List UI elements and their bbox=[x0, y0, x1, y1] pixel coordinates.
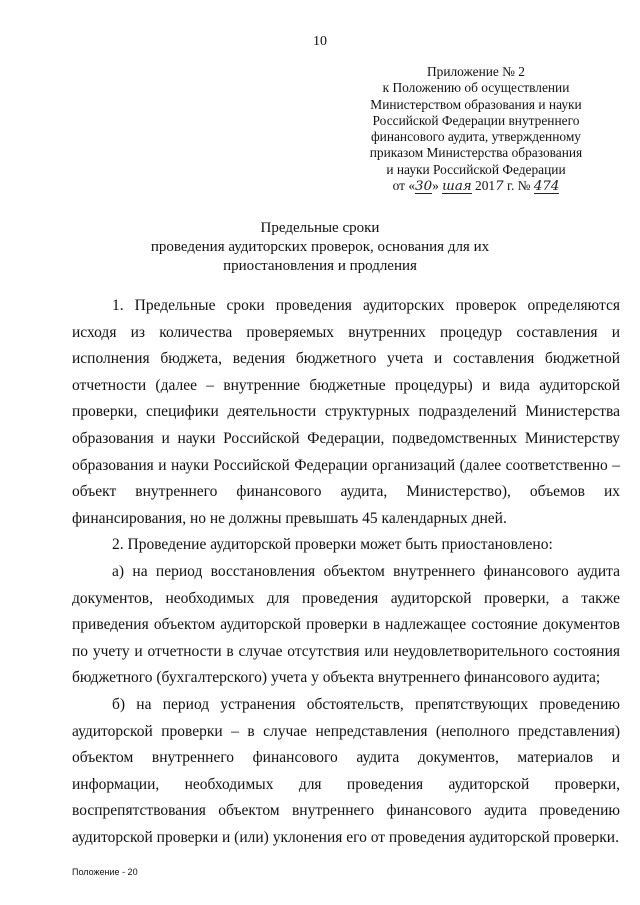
paragraph-1: 1. Предельные сроки проведения аудиторских проверок определяются исходя из количества проверяемых внутренних процедур составления и исполнения бюджета, ведения бюджетного учета и составления бюджетной отчетности (далее – внутренние бюджетные процедуры) и вида аудиторской проверки, специфики деятельности структурных подразделений Министерства образования и науки Российской Федерации, подведомственных Министерству образования и науки Российской Федерации организаций (далее соответственно – объект внутреннего финансового аудита, Министерство), объемов их финансирования, но не должны превышать 45 календарных дней. bbox=[72, 297, 620, 527]
handwritten-month: шая bbox=[442, 179, 472, 195]
appendix-line: финансового аудита, утвержденному bbox=[370, 129, 581, 145]
appendix-title: Приложение № 2 bbox=[426, 64, 526, 79]
order-date-line: от «30» шая 2017 г. № 474 bbox=[392, 178, 560, 195]
page-number: 10 bbox=[313, 34, 327, 49]
title-line: Предельные сроки bbox=[260, 220, 380, 236]
paragraph-2a: а) на период восстановления объектом внутреннего финансового аудита документов, необходимых для проведения аудиторской проверки, а также приведения объектом аудиторской проверки в надлежащее состояние документов по учету и отчетности в случае отсутствия или неудовлетворительного состояния бюджетного (бухгалтерского) учета у объекта внутреннего финансового аудита; bbox=[72, 562, 620, 687]
document-title bbox=[0, 219, 640, 276]
title-line: приостановления и продления bbox=[223, 258, 417, 274]
handwritten-year-digit: 7 bbox=[495, 179, 504, 195]
handwritten-day: 30 bbox=[415, 179, 433, 195]
paragraph-2b: б) на период устранения обстоятельств, препятствующих проведению аудиторской проверки – в случае непредставления (неполного представления) объектом внутреннего финансового аудита документов, материалов и информации, необходимых для проведения аудиторской проверки, воспрепятствования объектом внутреннего финансового аудита проведению аудиторской проверки и (или) уклонения его от проведения аудиторской проверки. bbox=[72, 695, 620, 846]
document-body bbox=[72, 293, 620, 851]
footer-note: Положение - 20 bbox=[72, 867, 138, 877]
title-line: проведения аудиторских проверок, основания для их bbox=[150, 239, 490, 255]
appendix-line: и науки Российской Федерации bbox=[386, 161, 566, 177]
appendix-line: к Положению об осуществлении bbox=[382, 80, 570, 96]
handwritten-order-number: 474 bbox=[533, 179, 560, 195]
appendix-line: Министерством образования и науки bbox=[370, 96, 582, 112]
appendix-header bbox=[356, 64, 596, 195]
appendix-line: Российской Федерации внутреннего bbox=[372, 112, 580, 128]
paragraph-2: 2. Проведение аудиторской проверки может быть приостановлено: bbox=[112, 536, 553, 554]
appendix-line: приказом Министерства образования bbox=[369, 145, 583, 161]
